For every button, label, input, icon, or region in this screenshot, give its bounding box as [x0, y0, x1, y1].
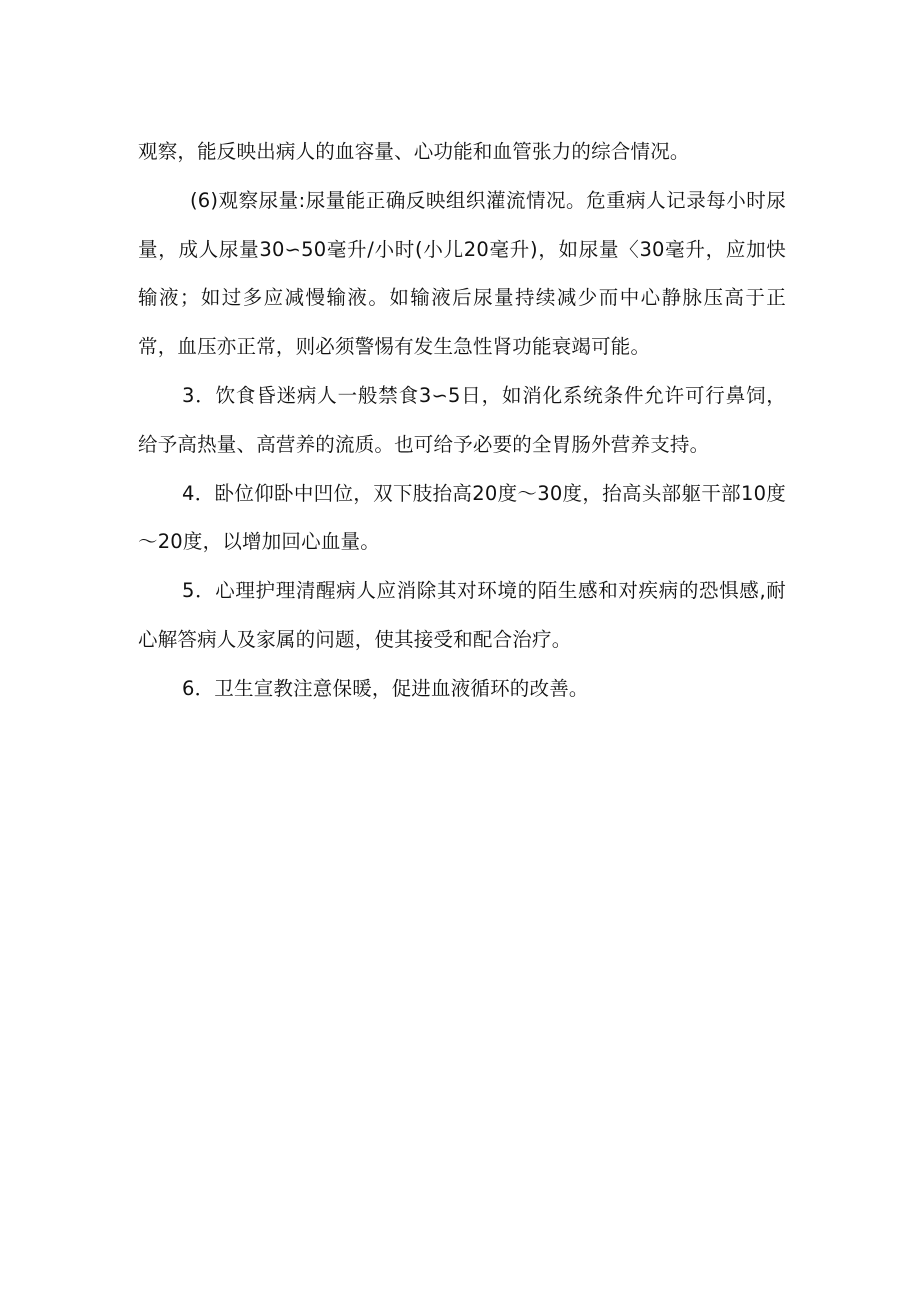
paragraph-health-education: 6．卫生宣教注意保暖，促进血液循环的改善。	[182, 676, 589, 700]
paragraph-urine-observation: (6)观察尿量:尿量能正确反映组织灌流情况。危重病人记录每小时尿量，成人尿量30∽50毫升/小时(小儿20毫升)，如尿量〈30毫升，应加快输液；如过多应减慢输液。如输液后尿量持续减少而中心静脉压高于正常，血压亦正常，则必须警惕有发生急性肾功能衰竭可能。	[138, 188, 786, 359]
paragraph-diet: 3．饮食昏迷病人一般禁食3∽5日，如消化系统条件允许可行鼻饲，给予高热量、高营养的流质。也可给予必要的全胃肠外营养支持。	[138, 383, 786, 456]
paragraph-continuation: 观察，能反映出病人的血容量、心功能和血管张力的综合情况。	[138, 140, 690, 163]
paragraph-psychological-care: 5．心理护理清醒病人应消除其对环境的陌生感和对疾病的恐惧感,耐心解答病人及家属的问题，使其接受和配合治疗。	[138, 579, 786, 651]
paragraph-position: 4．卧位仰卧中凹位，双下肢抬高20度～30度，抬高头部躯干部10度～20度，以增加回心血量。	[138, 481, 786, 554]
document-body	[138, 128, 786, 714]
